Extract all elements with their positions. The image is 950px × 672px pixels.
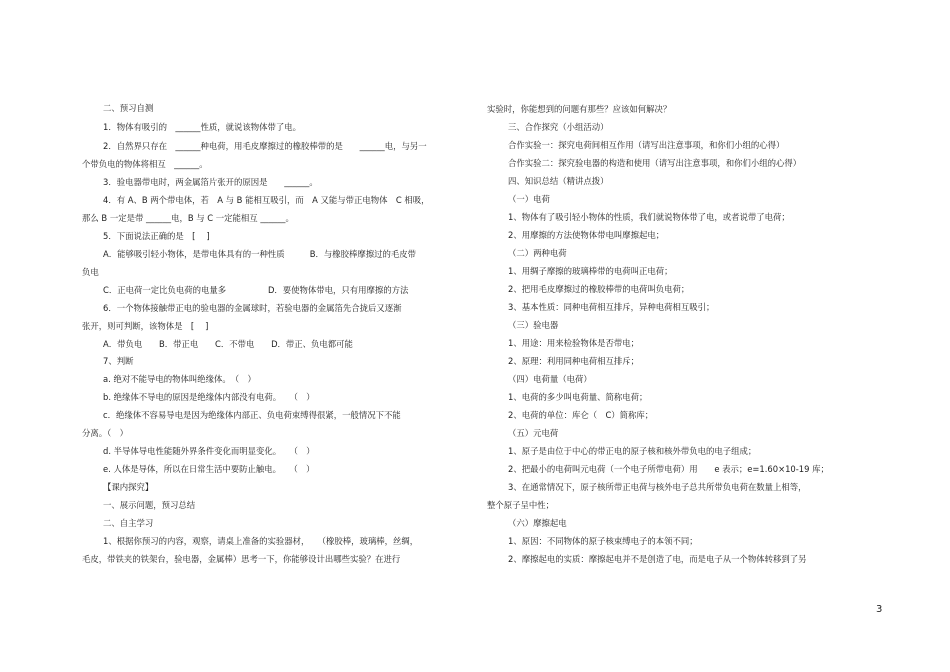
text-line: 2、原理：利用同种电荷相互排斥； <box>508 356 639 366</box>
text-line: 张开，则可判断，该物体是 [ ] <box>82 321 209 331</box>
page-number: 3 <box>876 604 883 615</box>
text-line: 分离。（ ） <box>82 428 129 438</box>
text-line: b. 绝缘体不导电的原因是绝缘体内部没有电荷。 （ ） <box>103 392 315 402</box>
text-line: （一）电荷 <box>508 194 550 204</box>
text-line: 7、判断 <box>103 356 134 366</box>
text-line: 2、把用毛皮摩擦过的橡胶棒带的电荷叫负电荷； <box>508 284 690 294</box>
text-line: 2、电荷的单位：库仑（ C）简称库； <box>508 410 654 420</box>
text-line: 毛皮，带铁夹的铁架台，验电器，金属棒）思考一下，你能够设计出哪些实验？在进行 <box>82 554 401 564</box>
text-line: 2．自然界只存在 ______种电荷，用毛皮摩擦过的橡胶棒带的是 ______电，与另一 <box>103 141 427 151</box>
text-line: 3、在通常情况下，原子核所带正电荷与核外电子总共所带负电荷在数量上相等， <box>508 482 807 492</box>
text-line: 1、电荷的多少叫电荷量、简称电荷； <box>508 392 648 402</box>
text-line: 三、合作探究（小组活动） <box>508 122 609 132</box>
text-line: 4．有 A、B 两个带电体，若 A 与 B 能相互吸引，而 A 又能与带正电物体 C 相吸， <box>103 195 430 205</box>
text-line: （六）摩擦起电 <box>508 518 567 528</box>
text-line: 【课内探究】 <box>103 482 154 492</box>
text-line: 1、原因：不同物体的原子核束缚电子的本领不同； <box>508 536 698 546</box>
text-line: A．能够吸引轻小物体，是带电体具有的一种性质 B．与橡胶棒摩擦过的毛皮带 <box>103 249 416 259</box>
text-line: （四）电荷量（电荷） <box>508 374 592 384</box>
text-line: 合作实验一：探究电荷间相互作用（请写出注意事项，和你们小组的心得） <box>508 140 785 150</box>
text-line: （五）元电荷 <box>508 428 559 438</box>
text-line: 1、原子是由位于中心的带正电的原子核和核外带负电的电子组成； <box>508 446 757 456</box>
text-line: 2、摩擦起电的实质：摩擦起电并不是创造了电，而是电子从一个物体转移到了另 <box>508 554 807 564</box>
text-line: 6．一个物体接触带正电的验电器的金属球时，若验电器的金属箔先合拢后又逐渐 <box>103 303 402 313</box>
text-line: 1、用途：用来检验物体是否带电； <box>508 338 639 348</box>
text-line: 合作实验二：探究验电器的构造和使用（请写出注意事项，和你们小组的心得） <box>508 158 802 168</box>
text-line: C．正电荷一定比负电荷的电量多 D．要使物体带电，只有用摩擦的方法 <box>103 285 409 295</box>
text-line: 负电 <box>82 267 99 277</box>
text-line: 一、展示问题，预习总结 <box>103 500 196 510</box>
text-line: e. 人体是导体，所以在日常生活中要防止触电。 （ ） <box>103 464 315 474</box>
text-line: 1、根据你预习的内容，观察，请桌上准备的实验器材， （橡胶棒，玻璃棒，丝绸， <box>103 536 419 546</box>
text-line: （二）两种电荷 <box>508 248 567 258</box>
text-line: 5．下面说法正确的是 [ ] <box>103 231 210 241</box>
text-line: 3．验电器带电时，两金属箔片张开的原因是 ______。 <box>103 177 318 187</box>
text-line: 2、用摩擦的方法使物体带电叫摩擦起电； <box>508 230 665 240</box>
text-line: a. 绝对不能导电的物体叫绝缘体。 （ ） <box>103 374 256 384</box>
text-line: 个带负电的物体将相互 ______。 <box>82 159 208 169</box>
text-line: 四、知识总结（精讲点拨） <box>508 176 609 186</box>
text-line: （三）验电器 <box>508 320 559 330</box>
text-line: 整个原子呈中性； <box>487 500 554 510</box>
text-line: 1、物体有了吸引轻小物体的性质，我们就说物体带了电，或者说带了电荷； <box>508 212 790 222</box>
text-line: 那么 B 一定是带 ______电，B 与 C 一定能相互 ______。 <box>82 213 294 223</box>
text-line: 实验时，你能想到的问题有那些？应该如何解决？ <box>487 104 672 114</box>
text-line: 3、基本性质：同种电荷相互排斥，异种电荷相互吸引； <box>508 302 715 312</box>
text-line: 1、用绸子摩擦的玻璃棒带的电荷叫正电荷； <box>508 266 673 276</box>
text-line: c．绝缘体不容易导电是因为绝缘体内部正、负电荷束缚得很紧，一般情况下不能 <box>103 410 401 420</box>
text-line: d. 半导体导电性能随外界条件变化而明显变化。 （ ） <box>103 446 315 456</box>
text-line: 二、自主学习 <box>103 518 154 528</box>
text-line: 1．物体有吸引的 ______性质，就说该物体带了电。 <box>103 122 301 132</box>
text-line: 2、把最小的电荷叫元电荷（一个电子所带电荷）用 e 表示；e=1.60×10-19 库； <box>508 464 829 474</box>
text-line: A．带负电 B．带正电 C．不带电 D．带正、负电都可能 <box>103 339 353 349</box>
text-line: 二、预习自测 <box>103 103 154 113</box>
